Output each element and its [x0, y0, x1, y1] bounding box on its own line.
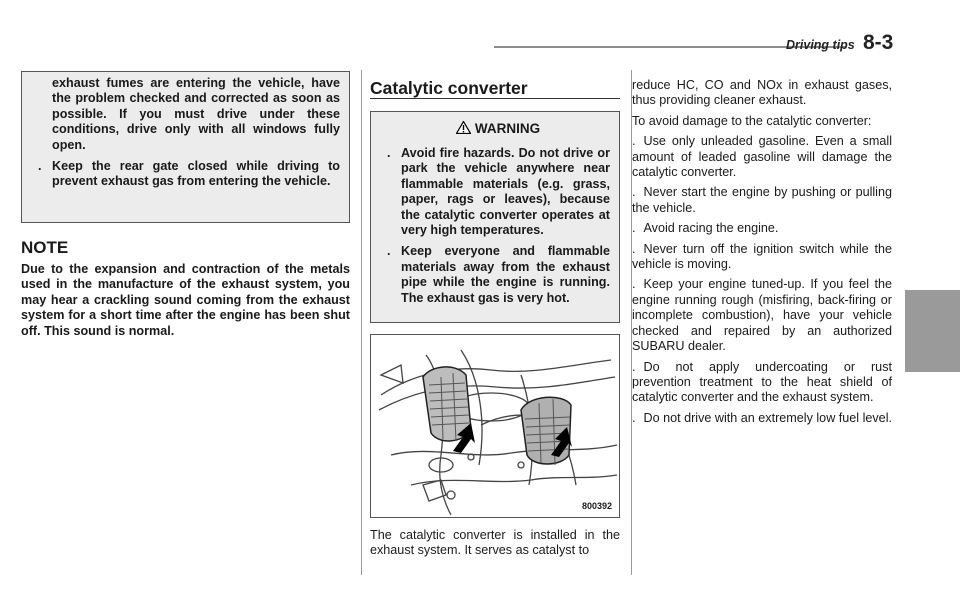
bullet-dot: .	[632, 410, 636, 425]
precaution-text: Do not apply undercoating or rust prevention treatment to the heat shield of catalytic converter and the exhaust system.	[632, 359, 892, 405]
catalytic-converter-illustration	[370, 334, 620, 518]
chapter-thumb-tab	[905, 290, 960, 372]
figure-code: 800392	[581, 501, 612, 511]
warning-heading	[380, 121, 610, 136]
warning-box	[370, 111, 620, 323]
bullet-dot: .	[387, 146, 391, 160]
precaution-item	[632, 411, 892, 426]
bullet-dot: .	[632, 185, 636, 200]
bullet-dot: .	[632, 134, 636, 149]
right-column	[632, 78, 892, 431]
precaution-text: Keep your engine tuned-up. If you feel the engine running rough (misfiring, back-firing or incomplete combustion), have your vehicle checked and repaired by an authorized SUBARU dealer.	[632, 277, 892, 354]
warning-triangle-icon	[456, 121, 471, 134]
bullet-dot: .	[632, 241, 636, 256]
note-heading: NOTE	[21, 238, 69, 257]
column-divider-left	[361, 70, 362, 575]
precaution-text: Avoid racing the engine.	[643, 221, 779, 236]
page-number: 8-3	[863, 31, 894, 54]
precaution-item	[632, 277, 892, 354]
warning-bullet	[380, 244, 610, 306]
exhaust-system-drawing	[371, 335, 619, 517]
warning-bullet-text: Keep everyone and flammable materials away from the exhaust pipe while the engine is running. The exhaust gas is very hot.	[401, 244, 610, 305]
section-title-rule	[370, 98, 620, 99]
warning-bullet-text: Avoid fire hazards. Do not drive or park the vehicle anywhere near flammable materials (e.g. grass, paper, rags or leaves), because the catalytic converter operates at very high temperatures.	[401, 146, 610, 238]
precaution-text: Do not drive with an extremely low fuel level.	[643, 410, 892, 425]
warning-bullet-text: Keep the rear gate closed while driving to prevent exhaust gas from entering the vehicle.	[52, 159, 340, 189]
running-header-title: Driving tips	[786, 38, 855, 52]
bullet-dot: .	[38, 159, 42, 174]
note-body: Due to the expansion and contraction of the metals used in the manufacture of the exhaust system, you may hear a crackling sound coming from the exhaust system for a short time after the engine has been shut off. This sound is normal.	[21, 262, 350, 338]
precaution-text: Use only unleaded gasoline. Even a small amount of leaded gasoline will damage the catalytic converter.	[632, 134, 892, 180]
precaution-list	[632, 134, 892, 426]
warning-heading-label: WARNING	[474, 121, 541, 136]
section-title: Catalytic converter	[370, 78, 528, 98]
right-para-1: reduce HC, CO and NOx in exhaust gases, thus providing cleaner exhaust.	[632, 78, 892, 108]
precaution-item	[632, 242, 892, 273]
bullet-dot: .	[387, 244, 391, 259]
precaution-text: Never start the engine by pushing or pulling the vehicle.	[632, 185, 892, 215]
precaution-item	[632, 134, 892, 180]
bullet-dot: .	[632, 221, 636, 236]
bullet-dot: .	[632, 277, 636, 292]
precaution-item	[632, 221, 892, 236]
precaution-text: Never turn off the ignition switch while the vehicle is moving.	[632, 241, 892, 272]
bullet-dot: .	[632, 359, 636, 374]
warning-continuation-text: exhaust fumes are entering the vehicle, have the problem checked and corrected as soon as possible. If you must drive under these conditions, drive only with all windows fully open.	[52, 76, 340, 152]
catalytic-intro-text: The catalytic converter is installed in the exhaust system. It serves as catalyst to	[370, 528, 620, 558]
right-para-2: To avoid damage to the catalytic converter:	[632, 113, 872, 128]
warning-box-continuation	[21, 71, 350, 223]
warning-bullet	[380, 146, 610, 238]
precaution-item	[632, 185, 892, 216]
precaution-item	[632, 360, 892, 406]
warning-bullet	[31, 159, 340, 190]
